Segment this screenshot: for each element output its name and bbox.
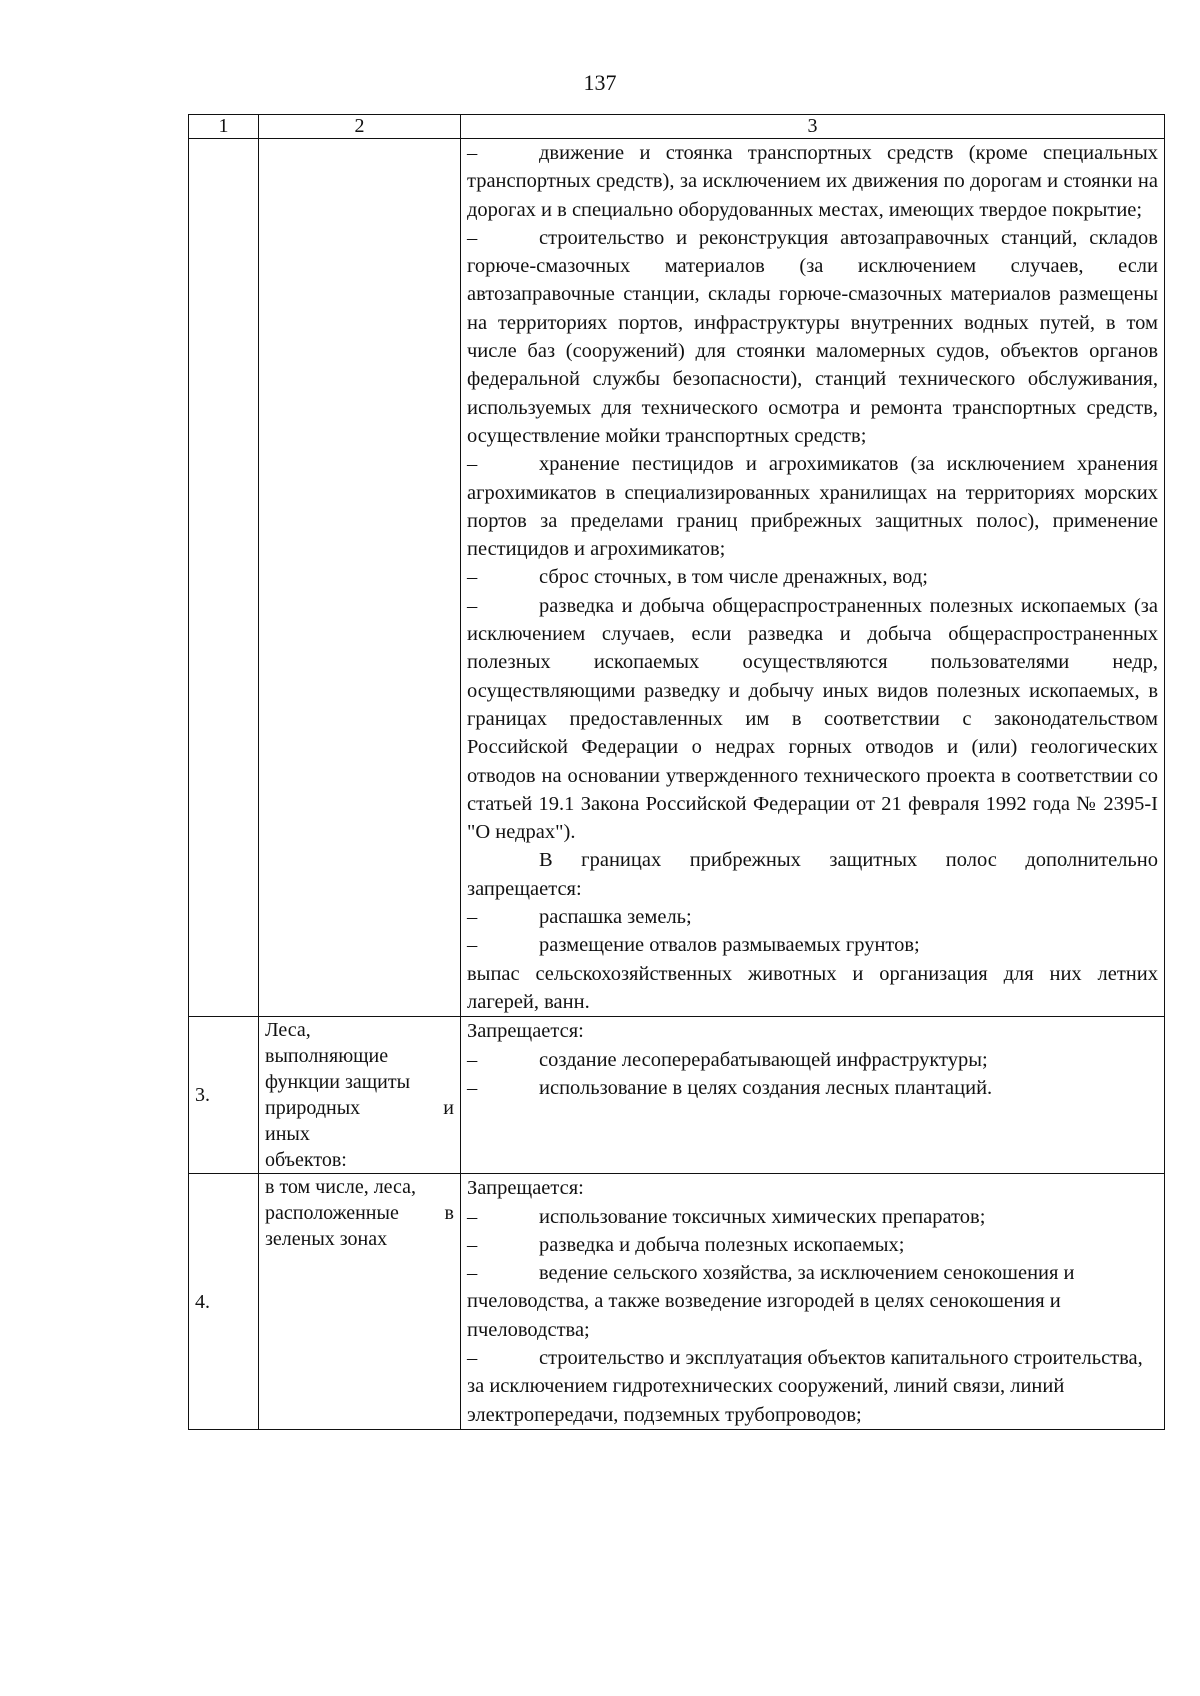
label-line: выполняющие bbox=[265, 1045, 389, 1068]
dash-marker: – bbox=[467, 1076, 478, 1099]
dash-marker: – bbox=[467, 1346, 478, 1369]
header-col-1: 1 bbox=[189, 115, 259, 139]
list-item bbox=[467, 1203, 1158, 1231]
paragraph-plain: выпас сельскохозяйственных животных и организация для них летних лагерей, ванн. bbox=[467, 962, 1158, 1013]
number-cell bbox=[189, 1017, 259, 1174]
list-item bbox=[467, 1074, 1158, 1102]
content-cell bbox=[461, 139, 1165, 1017]
list-item-text: хранение пестицидов и агрохимикатов (за исключением хранения агрохимикатов в специализированных хранилищах на территориях морских портов за пределами границ прибрежных защитных полос), применение пестицидов и агрохимикатов; bbox=[467, 453, 1158, 561]
label-line: объектов: bbox=[265, 1149, 347, 1172]
number-cell-empty bbox=[189, 139, 259, 1017]
row-number: 3. bbox=[195, 1084, 210, 1107]
label-line: иных bbox=[265, 1123, 310, 1146]
list-item-text: создание лесоперерабатывающей инфраструктуры; bbox=[539, 1048, 988, 1071]
dash-marker: – bbox=[467, 1205, 478, 1228]
list-item-text: разведка и добыча общераспространенных полезных ископаемых (за исключением случаев, если разведка и добыча общераспространенных полезных ископаемых осуществляются пользователями недр, осуществляющими разведку и добычу иных видов полезных ископаемых, в границах предоставленных им в соответствии с законодательством Российской Федерации о недрах горных отводов и (или) геологических отводов на основании утвержденного технического проекта в соответствии со статьей 19.1 Закона Российской Федерации от 21 февраля 1992 года № 2395-I "О недрах"). bbox=[467, 594, 1158, 844]
list-item-text: ведение сельского хозяйства, за исключением сенокошения и пчеловодства, а также возведение изгородей в целях сенокошения и пчеловодства; bbox=[467, 1262, 1075, 1341]
dash-marker: – bbox=[467, 1233, 478, 1256]
table-header-row bbox=[189, 115, 1165, 139]
header-col-3: 3 bbox=[461, 115, 1165, 139]
restrictions-table bbox=[188, 114, 1165, 1430]
list-item-text: разведка и добыча полезных ископаемых; bbox=[539, 1233, 905, 1256]
list-item bbox=[467, 931, 1158, 959]
number-cell bbox=[189, 1174, 259, 1430]
table-row-3 bbox=[189, 1017, 1165, 1174]
list-item bbox=[467, 450, 1158, 563]
label-cell bbox=[259, 1174, 461, 1430]
list-item bbox=[467, 592, 1158, 847]
list-item-text: распашка земель; bbox=[539, 906, 692, 929]
dash-marker: – bbox=[467, 142, 478, 164]
list-item-text: строительство и эксплуатация объектов капитального строительства, за исключением гидротехнических сооружений, линий связи, линий электропередачи, подземных трубопроводов; bbox=[467, 1346, 1143, 1426]
paragraph-intro: В границах прибрежных защитных полос дополнительно запрещается: bbox=[467, 849, 1158, 900]
list-item bbox=[467, 139, 1158, 224]
list-item-text: сброс сточных, в том числе дренажных, вод; bbox=[539, 566, 928, 589]
list-item-text: использование токсичных химических препаратов; bbox=[539, 1205, 986, 1228]
dash-marker: – bbox=[467, 594, 478, 617]
content-cell bbox=[461, 1017, 1165, 1174]
list-item bbox=[467, 1231, 1158, 1259]
dash-marker: – bbox=[467, 453, 478, 476]
label-cell-empty bbox=[259, 139, 461, 1017]
list-item-text: строительство и реконструкция автозаправочных станций, складов горюче-смазочных материалов (за исключением случаев, если автозаправочные станции, склады горюче-смазочных материалов размещены на территориях портов, инфраструктуры внутренних водных путей, в том числе баз (сооружений) для стоянки маломерных судов, объектов органов федеральной службы безопасности), станций технического обслуживания, используемых для технического осмотра и ремонта транспортных средств, осуществление мойки транспортных средств; bbox=[467, 226, 1158, 447]
dash-marker: – bbox=[467, 566, 478, 589]
intro-text: Запрещается: bbox=[467, 1177, 584, 1200]
label-line: в том числе, леса, bbox=[265, 1176, 417, 1199]
row-number: 4. bbox=[195, 1290, 210, 1313]
list-item bbox=[467, 1259, 1158, 1344]
label-line: Леса, bbox=[265, 1019, 311, 1042]
list-item-text: движение и стоянка транспортных средств (кроме специальных транспортных средств), за исключением их движения по дорогам и стоянки на дорогах и в специально оборудованных местах, имеющих твердое покрытие; bbox=[467, 142, 1158, 221]
list-item bbox=[467, 224, 1158, 450]
label-cell bbox=[259, 1017, 461, 1174]
list-item bbox=[467, 903, 1158, 931]
dash-marker: – bbox=[467, 934, 478, 957]
list-item bbox=[467, 1046, 1158, 1074]
dash-marker: – bbox=[467, 1048, 478, 1071]
list-item-text: размещение отвалов размываемых грунтов; bbox=[539, 934, 920, 957]
intro-text: Запрещается: bbox=[467, 1020, 584, 1043]
label-line: природных и bbox=[265, 1097, 454, 1120]
list-item-text: использование в целях создания лесных плантаций. bbox=[539, 1076, 993, 1099]
list-item bbox=[467, 563, 1158, 591]
label-line: расположенные в bbox=[265, 1202, 454, 1225]
dash-marker: – bbox=[467, 1262, 478, 1285]
list-item bbox=[467, 1344, 1158, 1429]
dash-marker: – bbox=[467, 906, 478, 929]
page-number: 137 bbox=[583, 70, 617, 95]
header-col-2: 2 bbox=[259, 115, 461, 139]
content-cell bbox=[461, 1174, 1165, 1430]
table-row-continuation bbox=[189, 139, 1165, 1017]
table-row-4 bbox=[189, 1174, 1165, 1430]
dash-marker: – bbox=[467, 226, 478, 249]
label-line: зеленых зонах bbox=[265, 1228, 388, 1251]
label-line: функции защиты bbox=[265, 1071, 411, 1094]
